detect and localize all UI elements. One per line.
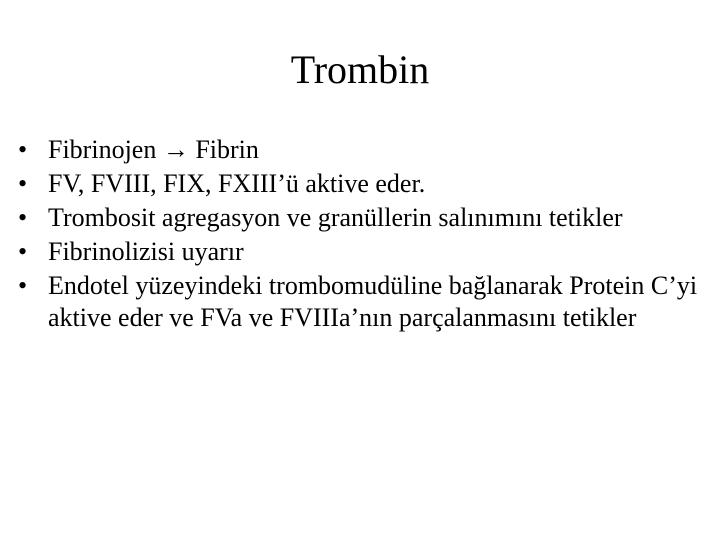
bullet-marker: •	[18, 237, 28, 266]
bullet-text: FV, FVIII, FIX, FXIII’ü aktive eder.	[48, 169, 426, 198]
bullet-text: Fibrinojen → Fibrin	[48, 135, 259, 164]
bullet-item	[18, 134, 698, 166]
bullet-item	[18, 236, 698, 268]
bullet-marker: •	[18, 271, 28, 300]
bullet-text: Trombosit agregasyon ve granüllerin salınımını tetikler	[48, 203, 623, 232]
bullet-text: Fibrinolizisi uyarır	[48, 237, 244, 266]
bullet-text: Endotel yüzeyindeki trombomudüline bağlanarak Protein C’yi aktive eder ve FVa ve FVIIIa’nın parçalanmasını tetikler	[48, 271, 698, 332]
slide-title: Trombin	[290, 47, 430, 92]
bullet-list	[18, 134, 698, 336]
bullet-item	[18, 202, 698, 234]
bullet-item	[18, 270, 698, 334]
bullet-item	[18, 168, 698, 200]
bullet-marker: •	[18, 169, 28, 198]
bullet-marker: •	[18, 135, 28, 164]
bullet-marker: •	[18, 203, 28, 232]
